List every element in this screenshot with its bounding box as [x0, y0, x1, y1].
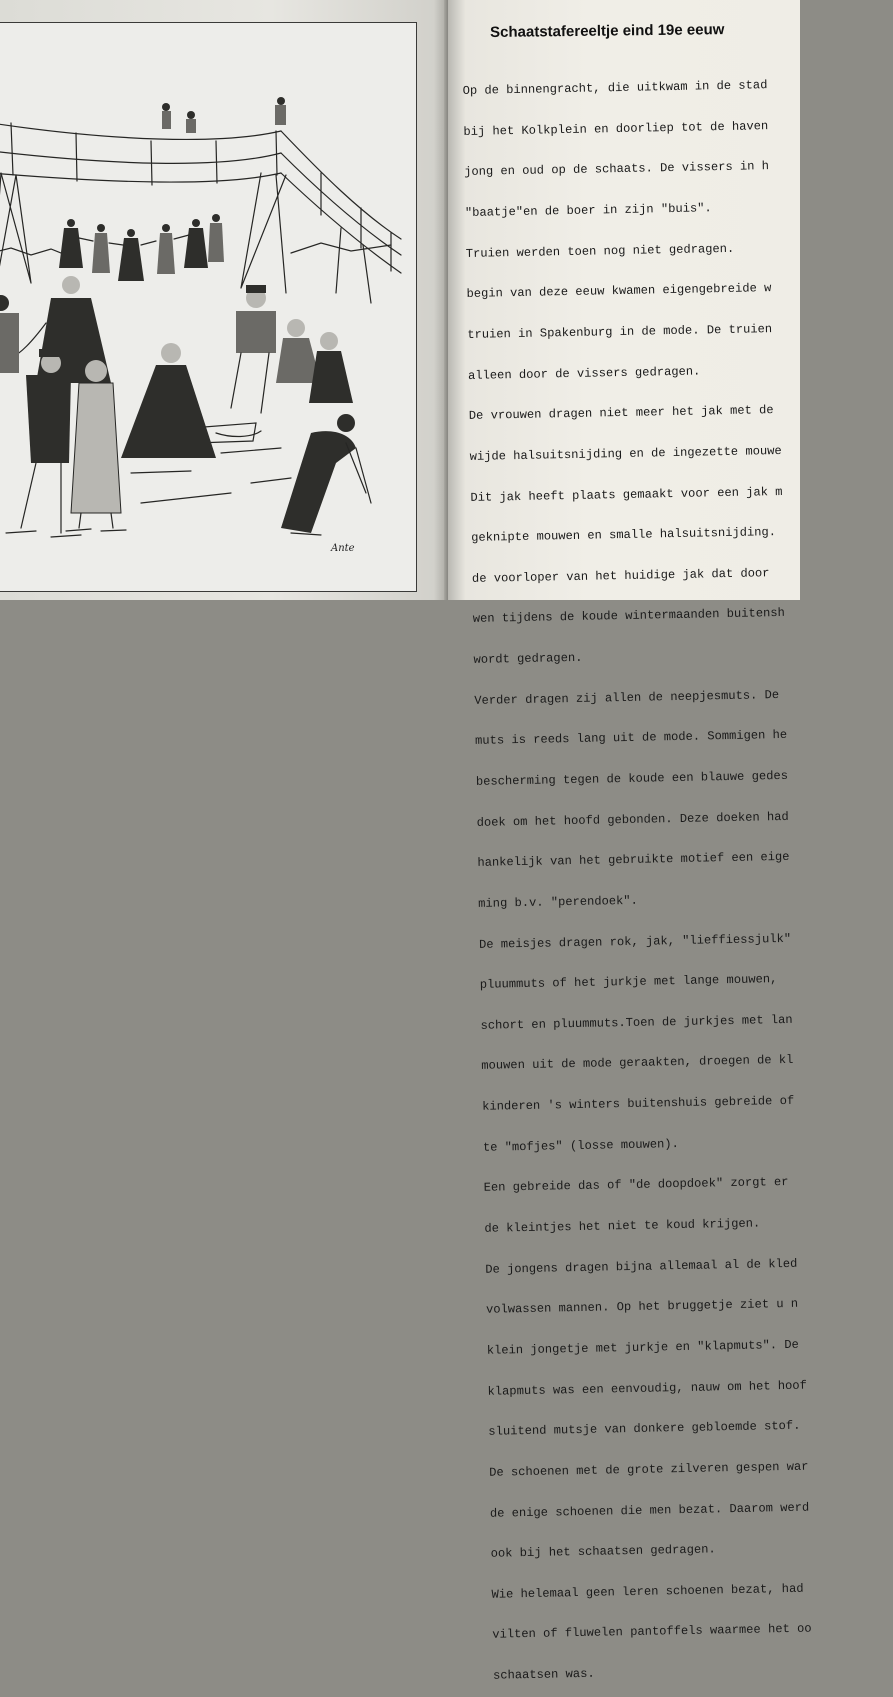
wooden-bridge: [0, 97, 401, 313]
article-line: kinderen 's winters buitenshuis gebreide of: [482, 1093, 795, 1114]
article-line: Een gebreide das of "de doopdoek" zorgt er: [483, 1175, 789, 1196]
article-line: mouwen uit de mode geraakten, droegen de kl: [481, 1053, 794, 1074]
article-line: de enige schoenen die men bezat. Daarom werd: [489, 1500, 810, 1521]
article-line: bij het Kolkplein en doorliep tot de haven: [463, 118, 769, 139]
article-line: ook bij het schaatsen gedragen.: [490, 1542, 716, 1561]
left-page: [0, 0, 452, 600]
article-line: Dit jak heeft plaats gemaakt voor een jak m: [470, 484, 783, 505]
article-line: schaatsen was.: [492, 1666, 595, 1683]
article-line: Wie helemaal geen leren schoenen bezat, had: [491, 1581, 804, 1602]
article-title: Schaatstafereeltje eind 19e eeuw: [490, 21, 725, 41]
article-line: bescherming tegen de koude een blauwe gedes: [475, 768, 789, 789]
skating-illustration: [0, 22, 417, 592]
article-line: de voorloper van het huidige jak dat door: [471, 565, 770, 586]
article-line: wijde halsuitsnijding en de ingezette mouwe: [469, 443, 782, 464]
article-line: hankelijk van het gebruikte motief een eige: [477, 850, 790, 871]
article-line: de kleintjes het niet te koud krijgen.: [484, 1216, 761, 1236]
article-line: Op de binnengracht, die uitkwam in de stad: [462, 78, 768, 99]
article-line: sluitend mutsje van donkere gebloemde stof.: [488, 1418, 801, 1439]
article-line: De vrouwen dragen niet meer het jak met de: [468, 403, 774, 424]
article-line: vilten of fluwelen pantoffels waarmee het oo: [492, 1622, 812, 1643]
artist-signature: Ante: [331, 543, 355, 554]
article-line: Truien werden toen nog niet gedragen.: [465, 241, 735, 261]
article-line: klapmuts was een eenvoudig, nauw om het hoof: [487, 1378, 808, 1399]
article-body: [462, 50, 893, 1697]
article-line: volwassen mannen. Op het bruggetje ziet u n: [485, 1297, 799, 1318]
article-line: "baatje"en de boer in zijn "buis".: [464, 201, 712, 220]
article-line: alleen door de vissers gedragen.: [467, 364, 701, 383]
article-line: klein jongetje met jurkje en "klapmuts". De: [486, 1337, 799, 1358]
article-line: pluummuts of het jurkje met lange mouwen,: [479, 972, 778, 993]
article-line: De schoenen met de grote zilveren gespen war: [489, 1459, 809, 1480]
article-line: De meisjes dragen rok, jak, "lieffiessjulk": [478, 931, 792, 952]
article-line: doek om het hoofd gebonden. Deze doeken had: [476, 809, 789, 830]
article-line: Verder dragen zij allen de neepjesmuts. De: [474, 687, 780, 708]
article-line: schort en pluummuts.Toen de jurkjes met lan: [480, 1012, 793, 1033]
article-line: jong en oud op de schaats. De vissers in h: [464, 159, 770, 180]
skating-drawing: [0, 23, 416, 591]
article-line: De jongens dragen bijna allemaal al de kled: [485, 1256, 798, 1277]
article-line: geknipte mouwen en smalle halsuitsnijding.: [471, 525, 777, 546]
article-line: wordt gedragen.: [473, 650, 583, 667]
article-line: te "mofjes" (losse mouwen).: [482, 1136, 679, 1155]
article-line: wen tijdens de koude wintermaanden buitensh: [472, 606, 785, 627]
article-line: truien in Spakenburg in de mode. De truien: [467, 322, 773, 342]
article-line: muts is reeds lang uit de mode. Sommigen he: [474, 728, 788, 749]
article-line: ming b.v. "perendoek".: [478, 893, 639, 911]
children-circle: [59, 214, 224, 281]
article-line: begin van deze eeuw kwamen eigengebreide w: [466, 281, 772, 302]
